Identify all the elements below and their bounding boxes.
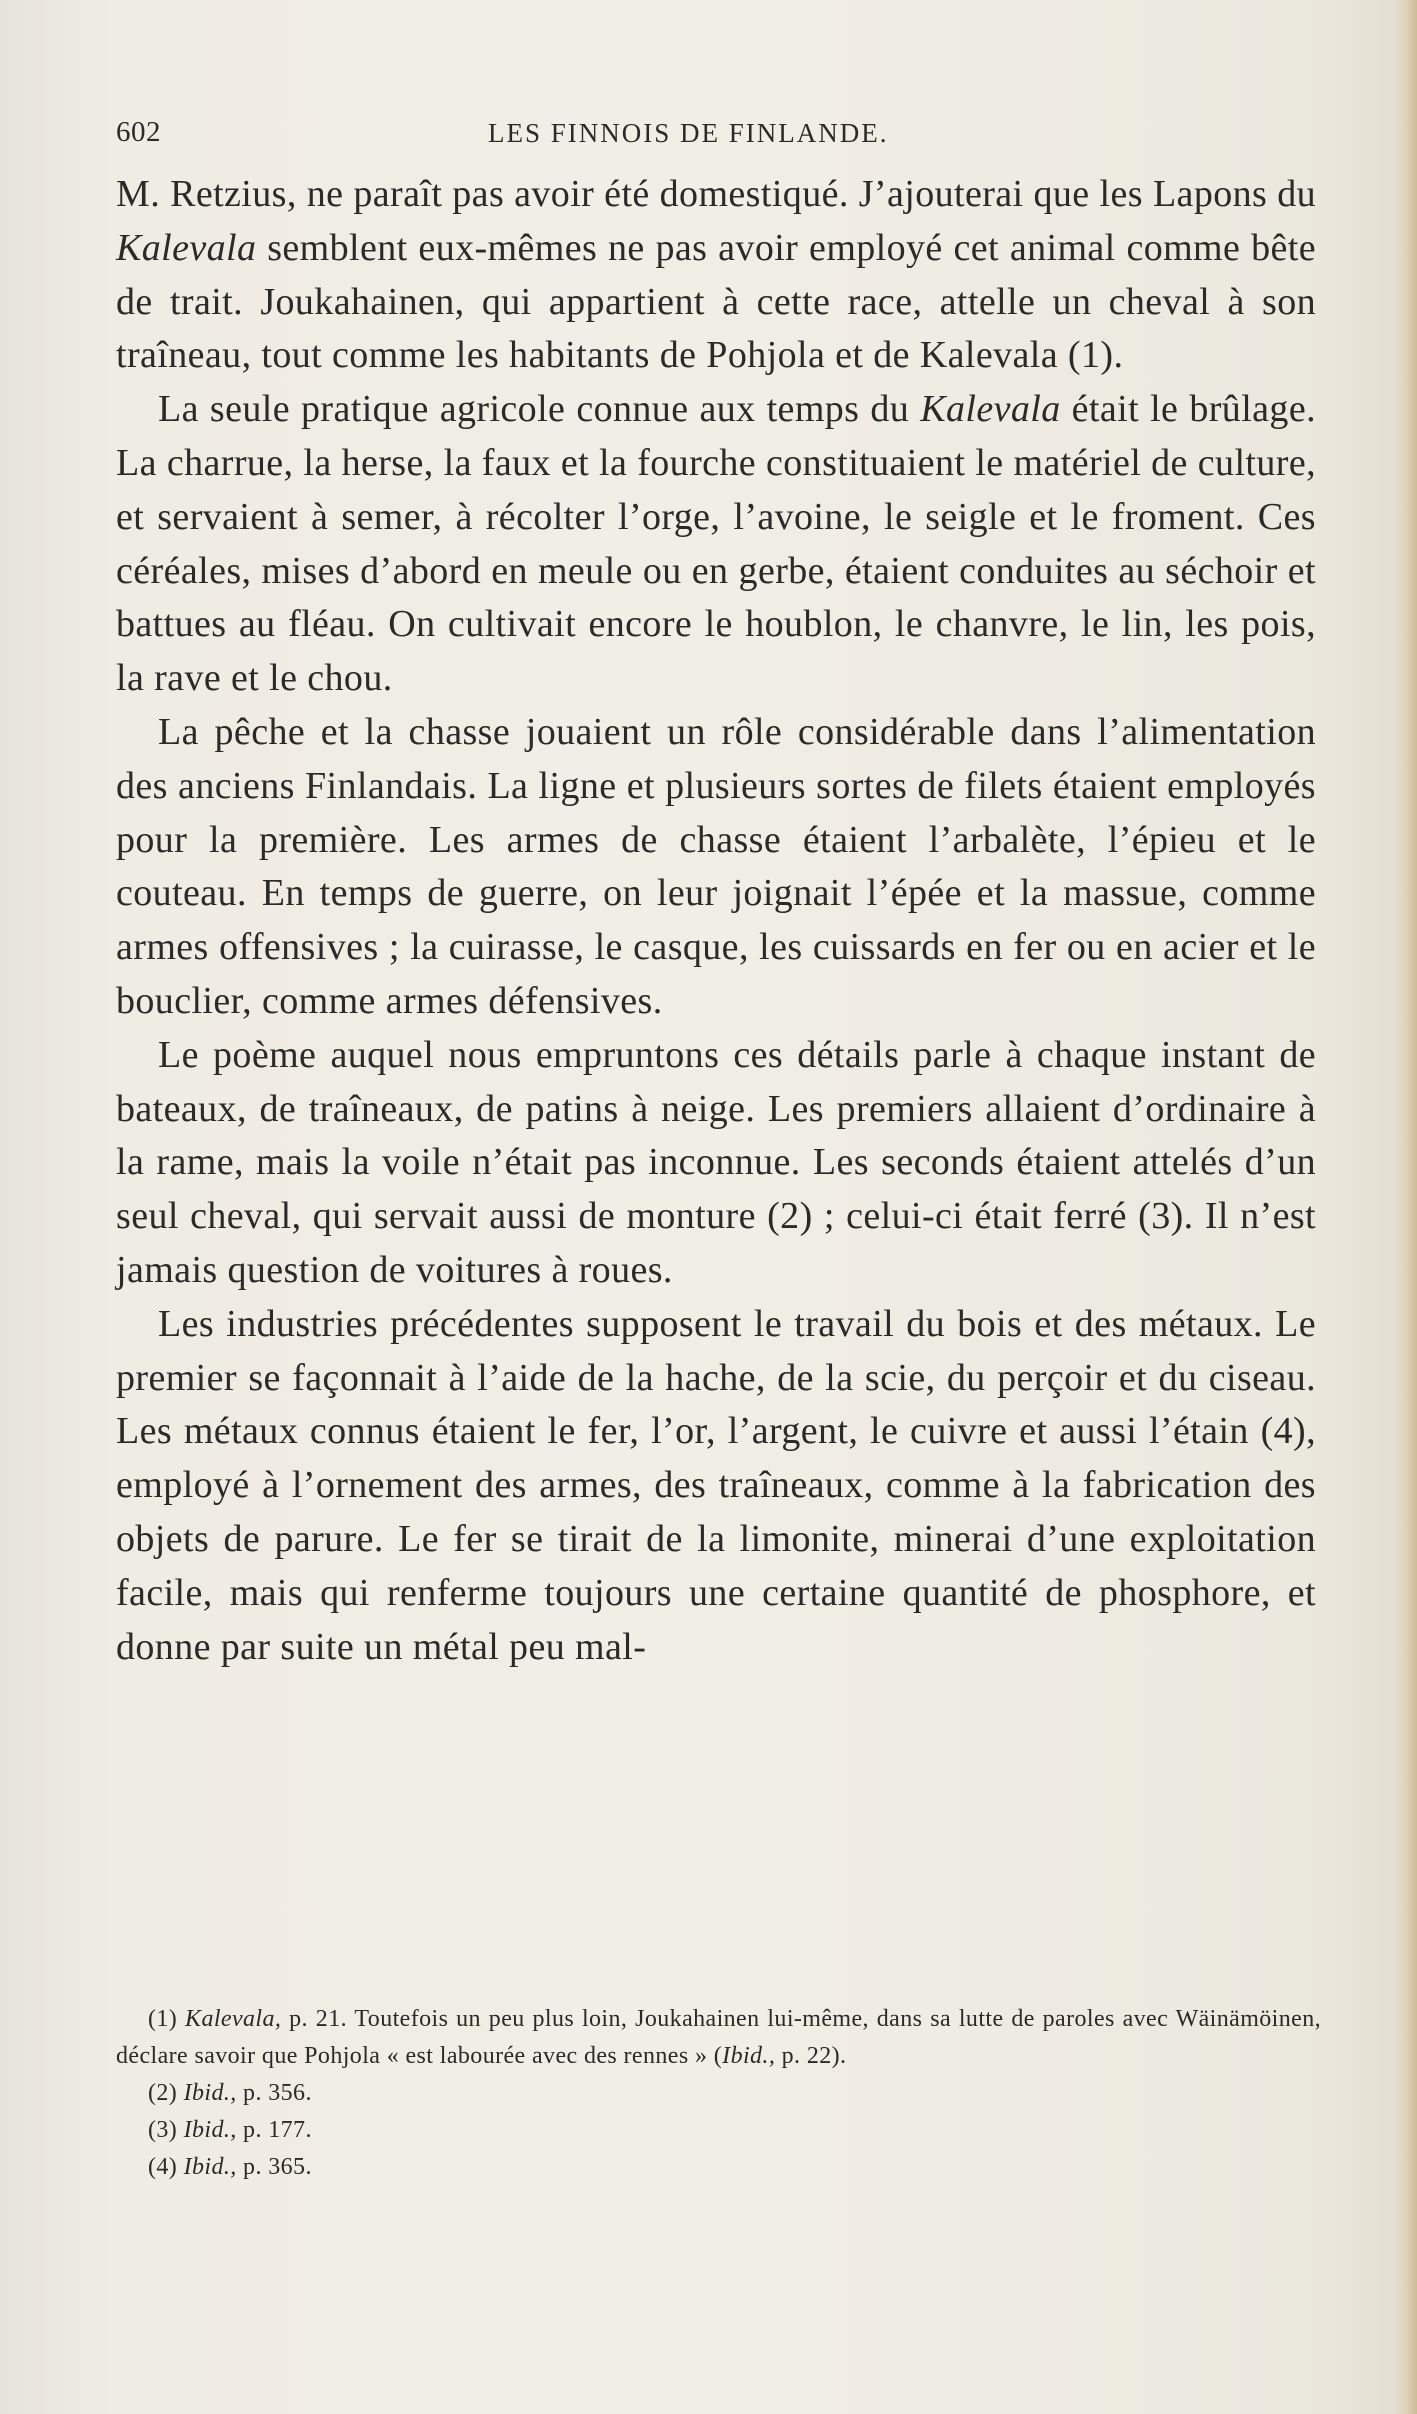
paragraph-1-text-a: M. Retzius, ne paraît pas avoir été domestiqué. J’ajouterai que les Lapons du [116,173,1316,215]
page-spine-shadow [1395,0,1417,2414]
footnote-3-page: p. 177. [236,2117,312,2143]
footnote-1-italic: Kalevala, [185,2006,282,2032]
footnote-2-marker: (2) [148,2080,184,2106]
footnotes [116,2001,1321,2186]
paragraph-2 [116,383,1316,706]
paragraph-1-italic: Kalevala [116,226,257,269]
page-number: 602 [116,116,161,148]
paragraph-2-italic: Kalevala [920,388,1061,431]
footnote-2 [116,2075,1321,2112]
footnote-2-page: p. 356. [236,2080,312,2106]
paragraph-3: La pêche et la chasse jouaient un rôle considérable dans l’alimentation des anciens Finlandais. La ligne et plusieurs sortes de filets étaient employés pour la première. Les armes de chasse étaient l’arbalète, l’épieu et le couteau. En temps de guerre, on leur joignait l’épée et la massue, comme armes offensives ; la cuirasse, le casque, les cuissards en fer ou en acier et le bouclier, comme armes défensives. [116,710,1316,1022]
footnote-1-text-b: p. 22). [775,2043,847,2069]
paragraph-1-text-b: semblent eux-mêmes ne pas avoir employé cet animal comme bête de trait. Joukahainen, qui appartient à cette race, attelle un cheval à son traîneau, tout comme les habitants de Pohjola et de Kalevala (1). [116,226,1316,377]
running-title: LES FINNOIS DE FINLANDE. [488,118,889,148]
footnote-2-ibid: Ibid., [183,2080,237,2106]
footnote-4-marker: (4) [148,2154,184,2180]
footnote-4-ibid: Ibid., [183,2154,237,2180]
footnote-1-text-a: p. 21. Toutefois un peu plus loin, Joukahainen lui-même, dans sa lutte de paroles avec Wäinämöinen, déclare savoir que Pohjola « est labourée avec des rennes » ( [116,2006,1321,2069]
footnote-4 [116,2149,1321,2186]
footnote-1-ibid: Ibid., [722,2043,776,2069]
paragraph-2-text-a: La seule pratique agricole connue aux temps du [158,388,921,431]
page-header [116,116,1336,156]
footnote-1 [116,2001,1321,2075]
paragraph-4: Le poème auquel nous empruntons ces détails parle à chaque instant de bateaux, de traîneaux, de patins à neige. Les premiers allaient d’ordinaire à la rame, mais la voile n’était pas inconnue. Les seconds étaient attelés d’un seul cheval, qui servait aussi de monture (2) ; celui-ci était ferré (3). Il n’est jamais question de voitures à roues. [116,1033,1316,1291]
paragraph-1 [116,168,1316,383]
footnote-3-marker: (3) [148,2117,184,2143]
paragraph-5: Les industries précédentes supposent le travail du bois et des métaux. Le premier se façonnait à l’aide de la hache, de la scie, du perçoir et du ciseau. Les métaux connus étaient le fer, l’or, l’argent, le cuivre et aussi l’étain (4), employé à l’ornement des armes, des traîneaux, comme à la fabrication des objets de parure. Le fer se tirait de la limonite, minerai d’une exploitation facile, mais qui renferme toujours une certaine quantité de phosphore, et donne par suite un métal peu mal- [116,1302,1316,1668]
footnote-1-marker: (1) [148,2006,186,2032]
body-text [116,168,1316,1674]
footnote-3-ibid: Ibid., [183,2117,237,2143]
footnote-3 [116,2112,1321,2149]
paragraph-2-text-b: était le brûlage. La charrue, la herse, la faux et la fourche constituaient le matériel de culture, et servaient à semer, à récolter l’orge, l’avoine, le seigle et le froment. Ces céréales, mises d’abord en meule ou en gerbe, étaient conduites au séchoir et battues au fléau. On cultivait encore le houblon, le chanvre, le lin, les pois, la rave et le chou. [116,388,1316,700]
footnote-4-page: p. 365. [236,2154,312,2180]
